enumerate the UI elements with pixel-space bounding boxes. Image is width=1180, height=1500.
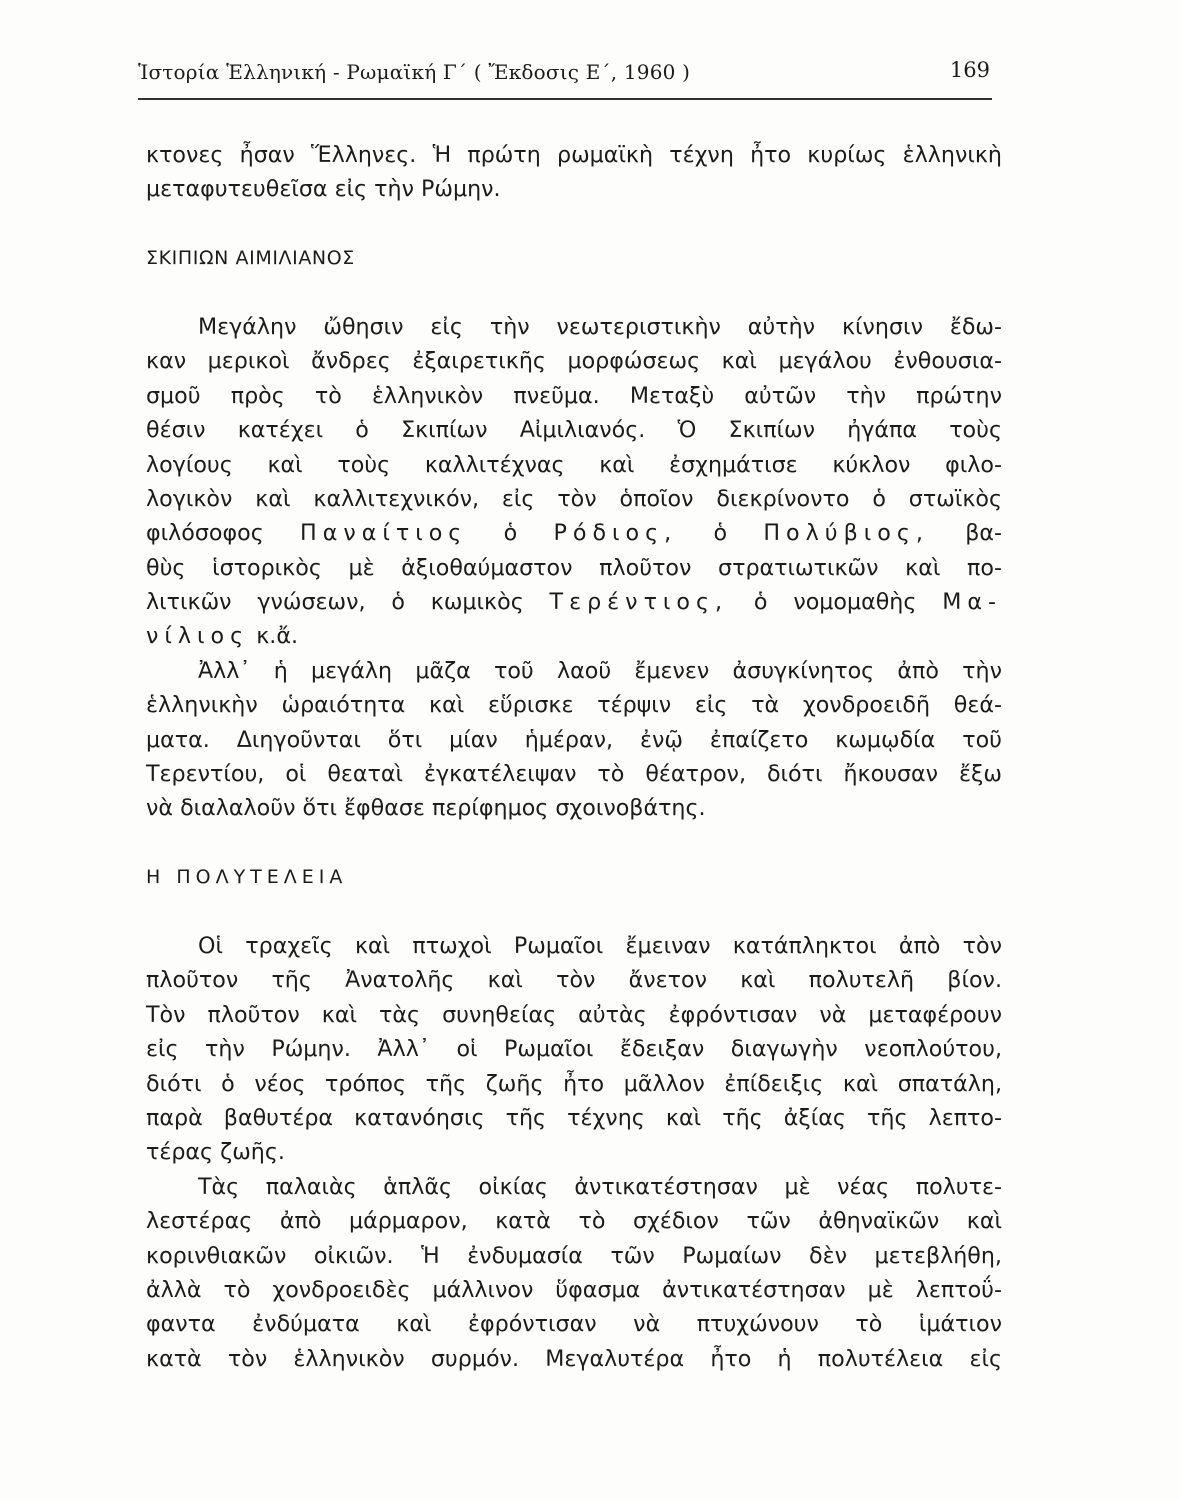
text-run: ὁ [503,520,518,547]
person-name-terence: Τερέντιος, [549,589,729,616]
paragraph-line: Ἀλλ᾽ ἡ μεγάλη μᾶζα τοῦ λαοῦ ἔμενεν ἀσυγκίνητος ἀπὸ τὴν [198,657,1002,684]
paragraph-line: καν μερικοὶ ἄνδρες ἐξαιρετικῆς μορφώσεως καὶ μεγάλου ἐνθουσια- [146,348,1002,375]
paragraph-line: κορινθιακῶν οἰκιῶν. Ἡ ἐνδυμασία τῶν Ρωμαίων δὲν μετεβλήθη, [146,1242,1002,1269]
paragraph-line: διότι ὁ νέος τρόπος τῆς ζωῆς ἦτο μᾶλλον ἐπίδειξις καὶ σπατάλη, [146,1070,1002,1097]
paragraph-line: πλοῦτον τῆς Ἀνατολῆς καὶ τὸν ἄνετον καὶ πολυτελῆ βίον. [146,967,1002,994]
text-run: ὁ [713,520,728,547]
paragraph-line: νὰ διαλαλοῦν ὅτι ἔφθασε περίφημος σχοινοβάτης. [146,795,706,822]
paragraph-line: μεταφυτευθεῖσα εἰς τὴν Ρώμην. [146,176,501,203]
text-run: λιτικῶν γνώσεων, ὁ κωμικὸς [146,589,524,616]
paragraph-line: Τὰς παλαιὰς ἁπλᾶς οἰκίας ἀντικατέστησαν μὲ νέας πολυτε- [198,1173,1002,1200]
paragraph-line: εἰς τὴν Ρώμην. Ἀλλ᾽ οἱ Ρωμαῖοι ἔδειξαν διαγωγὴν νεοπλούτου, [146,1036,1002,1063]
spacer [146,826,1002,860]
spacer [146,207,1002,241]
text-run: κ.ἄ. [256,623,299,650]
paragraph-line: ἑλληνικὴν ὡραιότητα καὶ εὕρισκε τέρψιν εἰς τὰ χονδροειδῆ θεά- [146,692,1002,719]
paragraph-line: σμοῦ πρὸς τὸ ἑλληνικὸν πνεῦμα. Μεταξὺ αὐτῶν τὴν πρώτην [146,382,1002,409]
paragraph-line: λογίους καὶ τοὺς καλλιτέχνας καὶ ἐσχημάτισε κύκλον φιλο- [146,451,1002,478]
paragraph-line: Τὸν πλοῦτον καὶ τὰς συνηθείας αὐτὰς ἐφρόντισαν νὰ μεταφέρουν [146,1001,1002,1028]
person-name-manilius-end: νίλιος [146,623,250,650]
paragraph-line [146,516,1002,550]
paragraph-line: λογικὸν καὶ καλλιτεχνικόν, εἰς τὸν ὁποῖον διεκρίνοντο ὁ στωϊκὸς [146,485,1002,512]
spacer [146,895,1002,929]
paragraph-line: Μεγάλην ὤθησιν εἰς τὴν νεωτεριστικὴν αὐτὴν κίνησιν ἔδω- [198,313,1002,340]
body-text [146,138,1002,1376]
paragraph-line [146,619,1002,653]
person-name-manilius-start: Μα- [942,589,1002,616]
person-name-polybius: Πολύβιος, [763,520,929,547]
page-header [138,58,996,98]
paragraph-line: τέρας ζωῆς. [146,1139,285,1166]
paragraph-line: Τερεντίου, οἱ θεαταὶ ἐγκατέλειψαν τὸ θέατρον, διότι ἤκουσαν ἔξω [146,761,1002,788]
running-head: Ἱστορία Ἑλληνική - Ρωμαϊκή Γ΄ ( Ἔκδοσις Ε΄, 1960 ) [138,60,691,84]
person-name-panaetius: Παναίτιος [300,520,468,547]
paragraph-line: Οἱ τραχεῖς καὶ πτωχοὶ Ρωμαῖοι ἔμειναν κατάπληκτοι ἀπὸ τὸν [198,932,1002,959]
paragraph-line: παρὰ βαθυτέρα κατανόησις τῆς τέχνης καὶ τῆς ἀξίας τῆς λεπτο- [146,1104,1002,1131]
paragraph-line: φαντα ἐνδύματα καὶ ἐφρόντισαν νὰ πτυχώνουν τὸ ἱμάτιον [146,1311,1002,1338]
paragraph-line: ματα. Διηγοῦνται ὅτι μίαν ἡμέραν, ἐνῷ ἐπαίζετο κωμῳδία τοῦ [146,726,1002,753]
text-run: φιλόσοφος [146,520,264,547]
paragraph-line: θέσιν κατέχει ὁ Σκιπίων Αἰμιλιανός. Ὁ Σκιπίων ἠγάπα τοὺς [146,417,1002,444]
paragraph-line: ἀλλὰ τὸ χονδροειδὲς μάλλινον ὕφασμα ἀντικατέστησαν μὲ λεπτοΰ- [146,1276,1002,1303]
section-heading-luxury: Η ΠΟΛΥΤΕΛΕΙΑ [146,866,348,889]
paragraph-line: λεστέρας ἀπὸ μάρμαρον, κατὰ τὸ σχέδιον τῶν ἀθηναϊκῶν καὶ [146,1208,1002,1235]
person-epithet-rhodian: Ρόδιος, [553,520,678,547]
paragraph-line: κατὰ τὸν ἑλληνικὸν συρμόν. Μεγαλυτέρα ἦτο ἡ πολυτέλεια εἰς [146,1345,1002,1372]
paragraph-line [146,585,1002,619]
page-number: 169 [949,58,990,82]
paragraph-line: κτονες ἦσαν Ἕλληνες. Ἡ πρώτη ρωμαϊκὴ τέχνη ἦτο κυρίως ἑλληνικὴ [146,142,1002,168]
spacer [146,276,1002,310]
section-heading-scipio: ΣΚΙΠΙΩΝ ΑΙΜΙΛΙΑΝΟΣ [146,247,355,270]
header-rule [138,98,992,100]
text-run: βα- [965,520,1003,547]
paragraph-line: θὺς ἱστορικὸς μὲ ἀξιοθαύμαστον πλοῦτον στρατιωτικῶν καὶ πο- [146,554,1002,581]
text-run: ὁ νομομαθὴς [753,589,917,616]
